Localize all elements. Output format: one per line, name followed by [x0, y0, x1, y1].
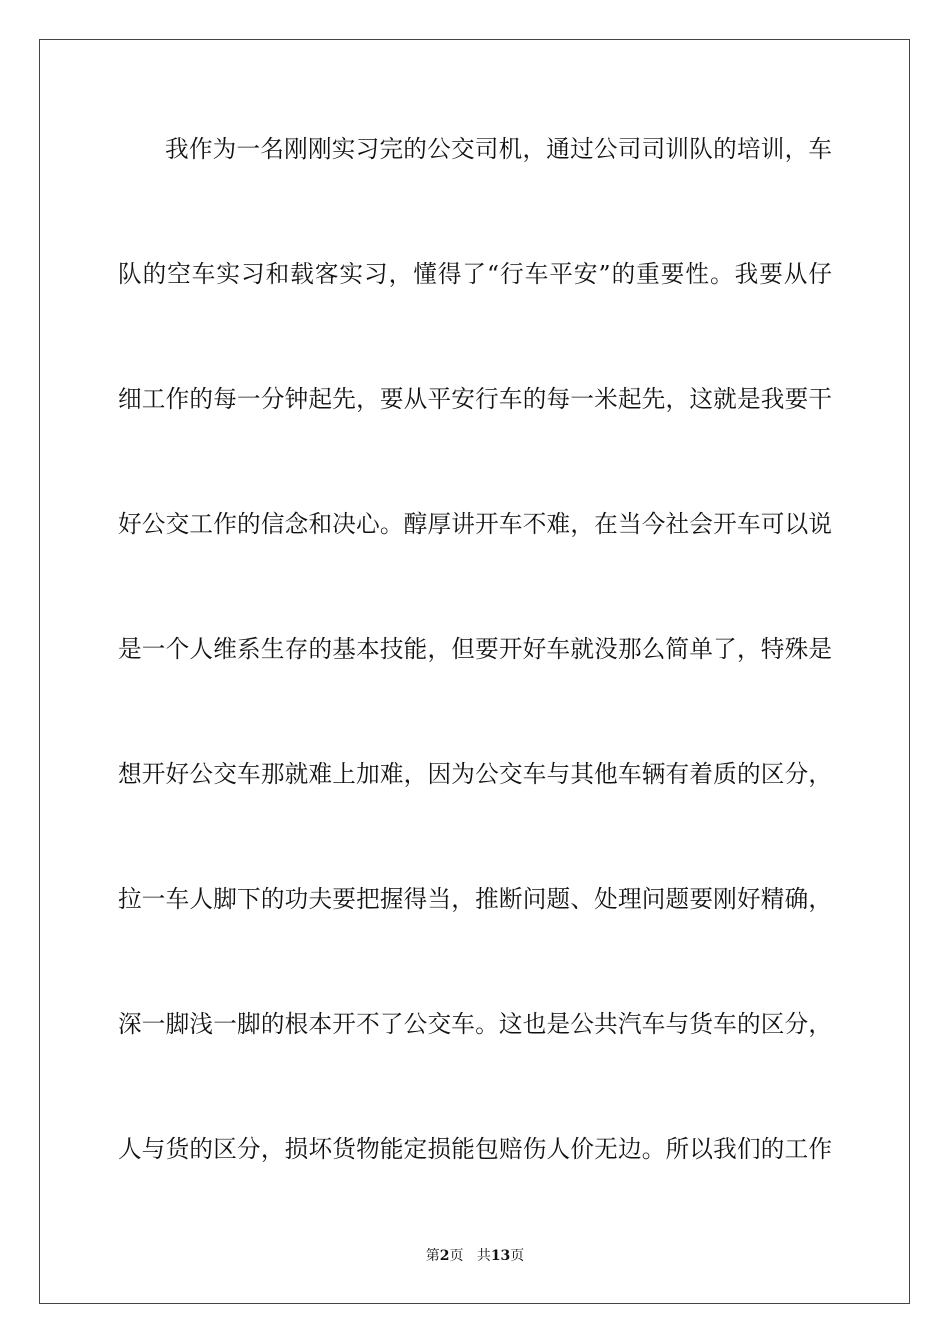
paragraph-line-3: 细工作的每一分钟起先，要从平安行车的每一米起先，这就是我要干	[118, 385, 832, 413]
paragraph-line-5: 是一个人维系生存的基本技能，但要开好车就没那么简单了，特殊是	[118, 635, 832, 663]
paragraph-line-9: 人与货的区分，损坏货物能定损能包赔伤人价无边。所以我们的工作	[118, 1135, 832, 1163]
paragraph-line-1: 我作为一名刚刚实习完的公交司机，通过公司司训队的培训，车	[165, 135, 832, 163]
footer-total-prefix: 共	[476, 1248, 491, 1264]
footer-total-unit: 页	[510, 1248, 525, 1264]
paragraph-line-6: 想开好公交车那就难上加难，因为公交车与其他车辆有着质的区分，	[118, 760, 832, 788]
page-footer	[0, 1247, 950, 1265]
footer-page-unit: 页	[449, 1248, 464, 1264]
paragraph-line-7: 拉一车人脚下的功夫要把握得当，推断问题、处理问题要刚好精确，	[118, 885, 832, 913]
page-border	[39, 39, 910, 1304]
paragraph-line-4: 好公交工作的信念和决心。醇厚讲开车不难，在当今社会开车可以说	[118, 510, 832, 538]
paragraph-line-8: 深一脚浅一脚的根本开不了公交车。这也是公共汽车与货车的区分，	[118, 1010, 832, 1038]
footer-page-prefix: 第	[425, 1248, 440, 1264]
paragraph-line-2: 队的空车实习和载客实习，懂得了“行车平安”的重要性。我要从仔	[118, 260, 832, 288]
footer-page-total: 13	[490, 1248, 511, 1264]
footer-page-current: 2	[439, 1248, 450, 1264]
